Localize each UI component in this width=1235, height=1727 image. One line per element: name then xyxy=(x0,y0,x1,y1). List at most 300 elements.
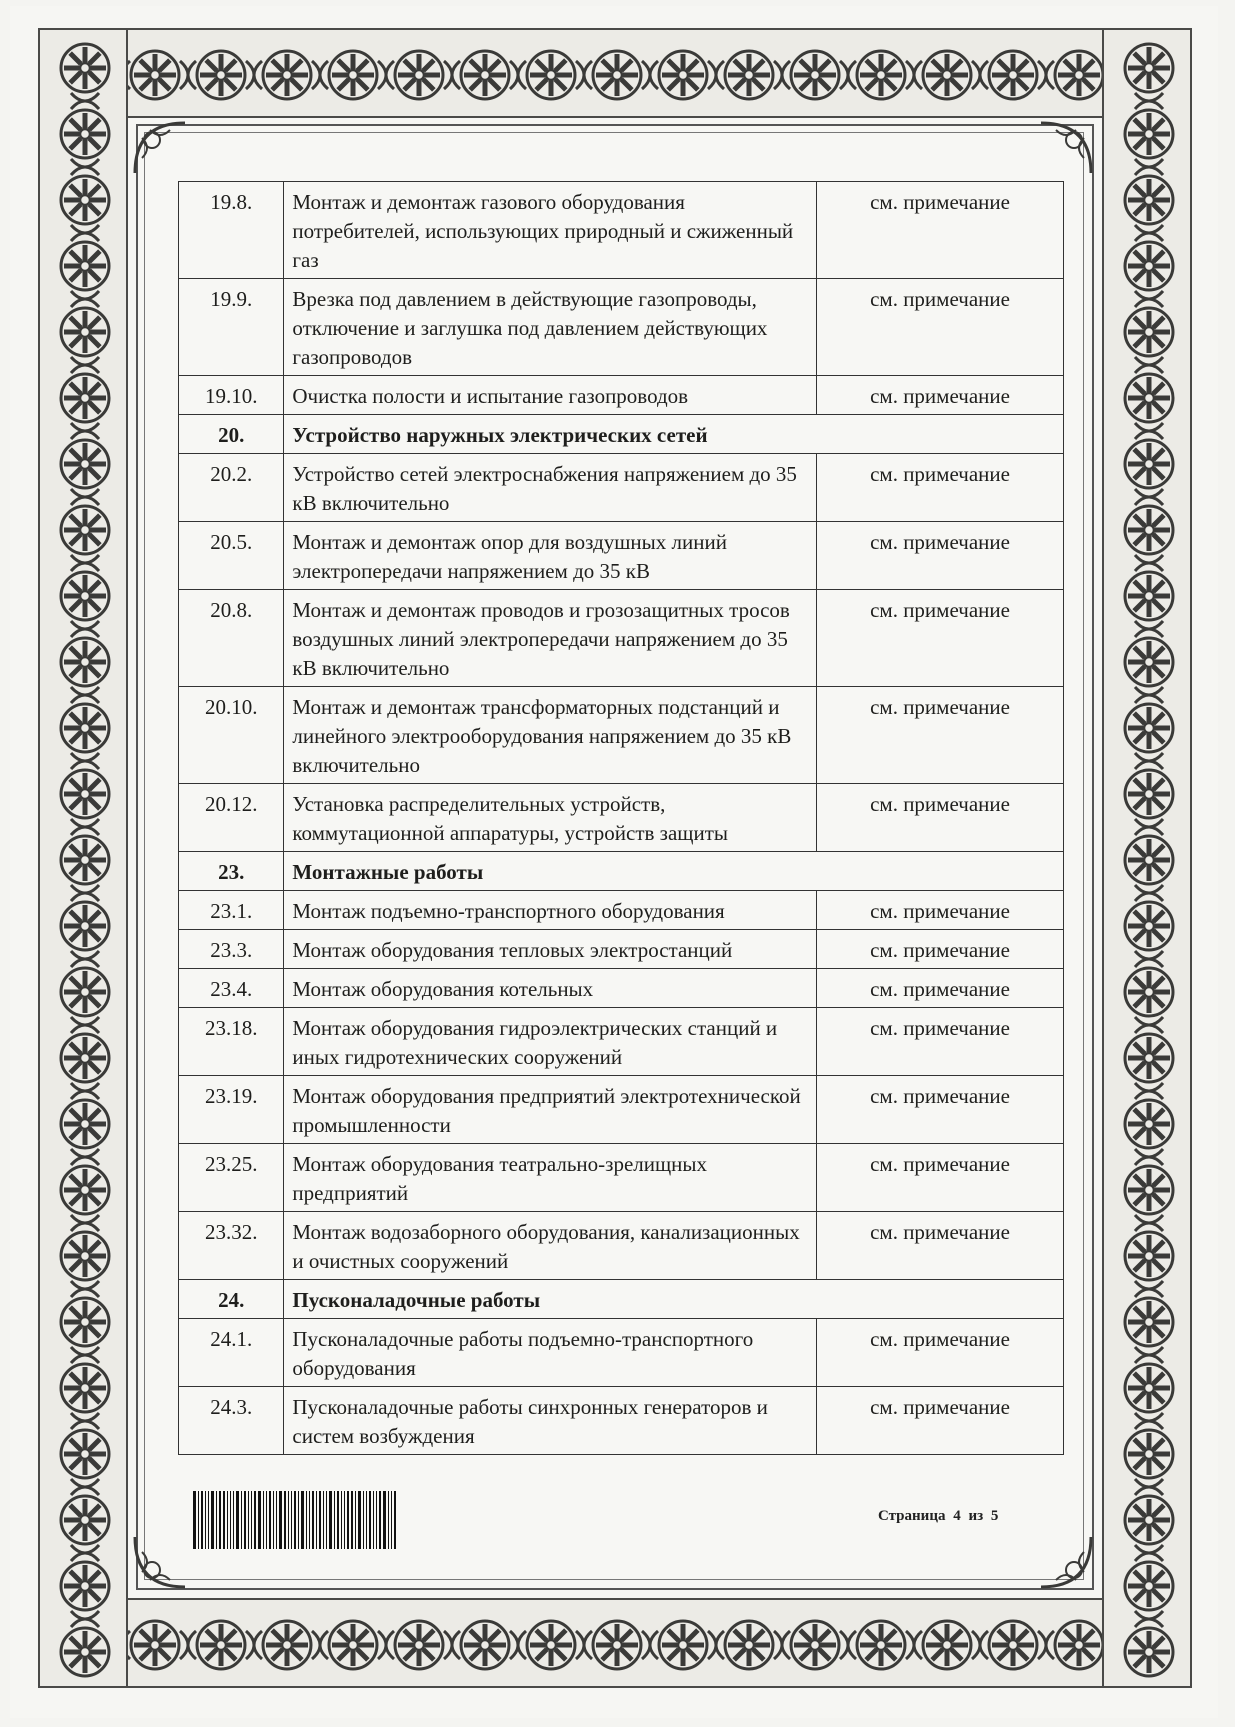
barcode-bar xyxy=(351,1491,353,1549)
barcode-bar xyxy=(319,1491,321,1549)
scroll-ornament-icon xyxy=(378,1631,394,1659)
scroll-ornament-icon xyxy=(1135,1215,1163,1231)
row-name: Установка распределительных устройств, коммутационной аппаратуры, устройств защиты xyxy=(284,784,817,852)
scroll-ornament-icon xyxy=(510,1631,526,1659)
row-name: Монтаж и демонтаж опор для воздушных линий электропередачи напряжением до 35 кВ xyxy=(284,522,817,590)
barcode-bar xyxy=(219,1491,221,1549)
scroll-ornament-icon xyxy=(774,1631,790,1659)
barcode-bar xyxy=(309,1491,310,1549)
barcode-bar xyxy=(263,1491,264,1549)
scroll-ornament-icon xyxy=(71,159,99,175)
rosette-icon xyxy=(527,1621,575,1669)
corner-ornament-icon xyxy=(1036,118,1096,178)
row-note: см. примечание xyxy=(817,454,1064,522)
scroll-ornament-icon xyxy=(576,1631,592,1659)
barcode-bar xyxy=(288,1491,289,1549)
row-number: 23.25. xyxy=(179,1144,284,1212)
ornamental-border-right xyxy=(1102,28,1192,1688)
scroll-ornament-icon xyxy=(246,1631,262,1659)
rosette-icon xyxy=(461,51,509,99)
table-row xyxy=(179,590,1064,687)
barcode-bar xyxy=(248,1491,249,1549)
table-row xyxy=(179,1319,1064,1387)
rosette-icon xyxy=(61,1628,109,1676)
barcode-bar xyxy=(233,1491,234,1549)
scroll-ornament-icon xyxy=(1135,753,1163,769)
row-note: см. примечание xyxy=(817,930,1064,969)
rosette-icon xyxy=(61,440,109,488)
scroll-ornament-icon xyxy=(774,61,790,89)
barcode-bar xyxy=(276,1491,277,1549)
scroll-ornament-icon xyxy=(71,819,99,835)
scroll-ornament-icon xyxy=(1135,1083,1163,1099)
rosette-icon xyxy=(1125,1298,1173,1346)
scroll-ornament-icon xyxy=(71,1347,99,1363)
rosette-icon xyxy=(1055,51,1103,99)
rosette-icon xyxy=(1125,242,1173,290)
row-note: см. примечание xyxy=(817,1387,1064,1455)
corner-ornament-icon xyxy=(1036,1532,1096,1592)
rosette-icon xyxy=(1125,770,1173,818)
scroll-ornament-icon xyxy=(71,1215,99,1231)
scroll-ornament-icon xyxy=(71,225,99,241)
row-note: см. примечание xyxy=(817,891,1064,930)
barcode-bar xyxy=(258,1491,261,1549)
barcode-bar xyxy=(344,1491,345,1549)
scroll-ornament-icon xyxy=(444,61,460,89)
row-name: Монтажные работы xyxy=(284,852,1064,891)
rosette-icon xyxy=(197,1621,245,1669)
table-row xyxy=(179,891,1064,930)
barcode-bar xyxy=(329,1491,332,1549)
scroll-ornament-icon xyxy=(71,1281,99,1297)
row-number: 23.4. xyxy=(179,969,284,1008)
scroll-ornament-icon xyxy=(1135,1281,1163,1297)
rosette-icon xyxy=(1125,176,1173,224)
rosette-icon xyxy=(1125,110,1173,158)
scroll-ornament-icon xyxy=(906,1631,922,1659)
rosette-icon xyxy=(61,176,109,224)
scroll-ornament-icon xyxy=(1135,357,1163,373)
barcode-bar xyxy=(198,1491,199,1549)
barcode-bar xyxy=(298,1491,299,1549)
row-number: 23. xyxy=(179,852,284,891)
scroll-ornament-icon xyxy=(71,1479,99,1495)
scroll-ornament-icon xyxy=(1135,489,1163,505)
row-number: 23.32. xyxy=(179,1212,284,1280)
barcode-bar xyxy=(230,1491,231,1549)
rosette-icon xyxy=(61,1298,109,1346)
scroll-ornament-icon xyxy=(840,61,856,89)
barcode-bar xyxy=(355,1491,356,1549)
row-note: см. примечание xyxy=(817,1319,1064,1387)
rosette-icon xyxy=(527,51,575,99)
row-name: Монтаж оборудования театрально-зрелищных предприятий xyxy=(284,1144,817,1212)
row-number: 23.1. xyxy=(179,891,284,930)
barcode-bar xyxy=(388,1491,389,1549)
scroll-ornament-icon xyxy=(1135,1413,1163,1429)
row-number: 19.9. xyxy=(179,279,284,376)
row-name: Монтаж подъемно-транспортного оборудования xyxy=(284,891,817,930)
scroll-ornament-icon xyxy=(840,1631,856,1659)
scroll-ornament-icon xyxy=(642,61,658,89)
row-name: Монтаж водозаборного оборудования, канализационных и очистных сооружений xyxy=(284,1212,817,1280)
page-counter xyxy=(878,1508,1002,1525)
rosette-icon xyxy=(659,51,707,99)
barcode-bar xyxy=(205,1491,206,1549)
rosette-icon xyxy=(61,1430,109,1478)
rosette-icon xyxy=(659,1621,707,1669)
barcode-bar xyxy=(376,1491,377,1549)
row-number: 20.12. xyxy=(179,784,284,852)
rosette-icon xyxy=(61,1100,109,1148)
rosette-icon xyxy=(1125,572,1173,620)
rosette-icon xyxy=(61,638,109,686)
scroll-ornament-icon xyxy=(708,61,724,89)
rosette-icon xyxy=(61,1034,109,1082)
row-name: Устройство наружных электрических сетей xyxy=(284,415,1064,454)
rosette-icon xyxy=(1125,1100,1173,1148)
row-number: 23.18. xyxy=(179,1008,284,1076)
barcode-bar xyxy=(379,1491,381,1549)
barcode-bar xyxy=(273,1491,274,1549)
barcode-bar xyxy=(294,1491,296,1549)
scroll-ornament-icon xyxy=(1135,951,1163,967)
barcode-bar xyxy=(227,1491,228,1549)
row-number: 23.3. xyxy=(179,930,284,969)
row-number: 20.10. xyxy=(179,687,284,784)
table-row xyxy=(179,969,1064,1008)
rosette-icon xyxy=(1125,1628,1173,1676)
rosette-icon xyxy=(61,110,109,158)
row-note: см. примечание xyxy=(817,522,1064,590)
rosette-icon xyxy=(1125,836,1173,884)
rosette-icon xyxy=(1125,1034,1173,1082)
rosette-icon xyxy=(857,1621,905,1669)
scroll-ornament-icon xyxy=(246,61,262,89)
barcode-bar xyxy=(369,1491,371,1549)
barcode-bar xyxy=(254,1491,256,1549)
ornamental-border-bottom xyxy=(38,1598,1192,1688)
rosette-icon xyxy=(329,51,377,99)
barcode-bar xyxy=(284,1491,286,1549)
scroll-ornament-icon xyxy=(71,753,99,769)
table-row xyxy=(179,1144,1064,1212)
rosette-icon xyxy=(1125,968,1173,1016)
scroll-ornament-icon xyxy=(510,61,526,89)
rosette-icon xyxy=(725,51,773,99)
row-number: 24.3. xyxy=(179,1387,284,1455)
row-number: 20.8. xyxy=(179,590,284,687)
barcode-bar xyxy=(223,1491,225,1549)
table-row xyxy=(179,376,1064,415)
table-row xyxy=(179,454,1064,522)
barcode-bar xyxy=(341,1491,342,1549)
scroll-ornament-icon xyxy=(1135,423,1163,439)
rosette-icon xyxy=(989,51,1037,99)
scroll-ornament-icon xyxy=(708,1631,724,1659)
rosette-icon xyxy=(61,902,109,950)
table-row xyxy=(179,1387,1064,1455)
rosette-icon xyxy=(61,1496,109,1544)
rosette-icon xyxy=(1125,1166,1173,1214)
row-note: см. примечание xyxy=(817,1008,1064,1076)
scroll-ornament-icon xyxy=(1135,687,1163,703)
page-of: из xyxy=(968,1508,984,1524)
scroll-ornament-icon xyxy=(71,1017,99,1033)
rosette-icon xyxy=(61,44,109,92)
scroll-ornament-icon xyxy=(71,93,99,109)
rosette-icon xyxy=(593,51,641,99)
barcode-bar xyxy=(334,1491,335,1549)
rosette-icon xyxy=(395,1621,443,1669)
row-name: Пусконаладочные работы синхронных генераторов и систем возбуждения xyxy=(284,1387,817,1455)
barcode xyxy=(193,1491,433,1549)
scroll-ornament-icon xyxy=(1135,1479,1163,1495)
scroll-ornament-icon xyxy=(71,291,99,307)
page-current: 4 xyxy=(953,1508,961,1524)
rosette-icon xyxy=(461,1621,509,1669)
scroll-ornament-icon xyxy=(71,621,99,637)
barcode-bar xyxy=(266,1491,267,1549)
barcode-bar xyxy=(279,1491,282,1549)
scroll-ornament-icon xyxy=(71,885,99,901)
row-name: Монтаж и демонтаж газового оборудования потребителей, использующих природный и сжиженный газ xyxy=(284,182,817,279)
scroll-ornament-icon xyxy=(378,61,394,89)
barcode-bar xyxy=(301,1491,304,1549)
table-row xyxy=(179,182,1064,279)
scroll-ornament-icon xyxy=(1135,225,1163,241)
rosette-icon xyxy=(61,1166,109,1214)
rosette-icon xyxy=(989,1621,1037,1669)
rosette-icon xyxy=(61,836,109,884)
rosette-icon xyxy=(923,51,971,99)
barcode-bar xyxy=(241,1491,242,1549)
scroll-ornament-icon xyxy=(1135,555,1163,571)
barcode-bar xyxy=(208,1491,209,1549)
barcode-bar xyxy=(358,1491,361,1549)
rosette-icon xyxy=(61,1232,109,1280)
row-note: см. примечание xyxy=(817,590,1064,687)
row-name: Пусконаладочные работы xyxy=(284,1280,1064,1319)
rosette-icon xyxy=(1125,308,1173,356)
rosette-icon xyxy=(1125,638,1173,686)
scroll-ornament-icon xyxy=(71,1149,99,1165)
rosette-icon xyxy=(1125,374,1173,422)
row-note: см. примечание xyxy=(817,1144,1064,1212)
rosette-icon xyxy=(593,1621,641,1669)
row-number: 24. xyxy=(179,1280,284,1319)
barcode-bar xyxy=(394,1491,396,1549)
scroll-ornament-icon xyxy=(71,1083,99,1099)
scroll-ornament-icon xyxy=(71,1611,99,1627)
barcode-bar xyxy=(251,1491,252,1549)
scroll-ornament-icon xyxy=(312,61,328,89)
rosette-icon xyxy=(1125,1496,1173,1544)
scroll-ornament-icon xyxy=(71,1413,99,1429)
rosette-icon xyxy=(61,1364,109,1412)
rosette-icon xyxy=(61,770,109,818)
scroll-ornament-icon xyxy=(1135,1545,1163,1561)
scroll-ornament-icon xyxy=(1135,93,1163,109)
barcode-bar xyxy=(269,1491,271,1549)
corner-ornament-icon xyxy=(130,118,190,178)
rosette-icon xyxy=(61,308,109,356)
row-note: см. примечание xyxy=(817,784,1064,852)
scroll-ornament-icon xyxy=(1135,621,1163,637)
rosette-icon xyxy=(61,968,109,1016)
rosette-icon xyxy=(61,1562,109,1610)
row-name: Врезка под давлением в действующие газопроводы, отключение и заглушка под давлением действующих газопроводов xyxy=(284,279,817,376)
rosette-icon xyxy=(131,51,179,99)
scroll-ornament-icon xyxy=(642,1631,658,1659)
barcode-bar xyxy=(216,1491,217,1549)
scroll-ornament-icon xyxy=(972,61,988,89)
row-name: Устройство сетей электроснабжения напряжением до 35 кВ включительно xyxy=(284,454,817,522)
row-number: 20. xyxy=(179,415,284,454)
row-note: см. примечание xyxy=(817,687,1064,784)
barcode-bar xyxy=(366,1491,367,1549)
row-name: Монтаж оборудования гидроэлектрических станций и иных гидротехнических сооружений xyxy=(284,1008,817,1076)
page-total: 5 xyxy=(990,1508,999,1524)
scroll-ornament-icon xyxy=(180,1631,196,1659)
row-number: 23.19. xyxy=(179,1076,284,1144)
rosette-icon xyxy=(1125,506,1173,554)
barcode-bar xyxy=(193,1491,196,1549)
rosette-icon xyxy=(61,374,109,422)
row-number: 19.8. xyxy=(179,182,284,279)
row-note: см. примечание xyxy=(817,376,1064,415)
barcode-bar xyxy=(391,1491,392,1549)
row-note: см. примечание xyxy=(817,969,1064,1008)
rosette-icon xyxy=(61,506,109,554)
rosette-icon xyxy=(61,572,109,620)
scroll-ornament-icon xyxy=(1038,61,1054,89)
table-row xyxy=(179,1008,1064,1076)
scroll-ornament-icon xyxy=(1135,1017,1163,1033)
barcode-bar xyxy=(306,1491,307,1549)
scroll-ornament-icon xyxy=(1135,885,1163,901)
scroll-ornament-icon xyxy=(1135,1347,1163,1363)
barcode-bar xyxy=(291,1491,292,1549)
scroll-ornament-icon xyxy=(71,423,99,439)
table-row xyxy=(179,1076,1064,1144)
barcode-bar xyxy=(373,1491,374,1549)
rosette-icon xyxy=(1125,440,1173,488)
scroll-ornament-icon xyxy=(71,555,99,571)
rosette-icon xyxy=(791,51,839,99)
scroll-ornament-icon xyxy=(444,1631,460,1659)
rosette-icon xyxy=(197,51,245,99)
barcode-bar xyxy=(383,1491,386,1549)
ornamental-border-top xyxy=(38,28,1192,118)
scroll-ornament-icon xyxy=(71,1545,99,1561)
barcode-bar xyxy=(323,1491,324,1549)
row-number: 20.5. xyxy=(179,522,284,590)
row-number: 20.2. xyxy=(179,454,284,522)
barcode-bar xyxy=(316,1491,317,1549)
section-row xyxy=(179,1280,1064,1319)
table-row xyxy=(179,522,1064,590)
rosette-icon xyxy=(1125,1364,1173,1412)
rosette-icon xyxy=(61,242,109,290)
row-note: см. примечание xyxy=(817,1076,1064,1144)
rosette-icon xyxy=(725,1621,773,1669)
rosette-icon xyxy=(923,1621,971,1669)
ornamental-border-left xyxy=(38,28,128,1688)
scroll-ornament-icon xyxy=(1135,1611,1163,1627)
row-name: Монтаж и демонтаж проводов и грозозащитных тросов воздушных линий электропередачи напряжением до 35 кВ включительно xyxy=(284,590,817,687)
row-number: 24.1. xyxy=(179,1319,284,1387)
scroll-ornament-icon xyxy=(71,687,99,703)
table-row xyxy=(179,784,1064,852)
rosette-icon xyxy=(1125,44,1173,92)
corner-ornament-icon xyxy=(130,1532,190,1592)
scroll-ornament-icon xyxy=(576,61,592,89)
scroll-ornament-icon xyxy=(1135,159,1163,175)
row-name: Монтаж оборудования предприятий электротехнической промышленности xyxy=(284,1076,817,1144)
scroll-ornament-icon xyxy=(71,489,99,505)
rosette-icon xyxy=(791,1621,839,1669)
barcode-bar xyxy=(363,1491,364,1549)
scroll-ornament-icon xyxy=(1135,819,1163,835)
rosette-icon xyxy=(1125,1562,1173,1610)
table-row xyxy=(179,687,1064,784)
barcode-bar xyxy=(347,1491,349,1549)
scroll-ornament-icon xyxy=(180,61,196,89)
row-name: Пусконаладочные работы подъемно-транспортного оборудования xyxy=(284,1319,817,1387)
section-row xyxy=(179,852,1064,891)
rosette-icon xyxy=(131,1621,179,1669)
scroll-ornament-icon xyxy=(972,1631,988,1659)
barcode-bar xyxy=(211,1491,214,1549)
row-number: 19.10. xyxy=(179,376,284,415)
table-row xyxy=(179,1212,1064,1280)
row-name: Очистка полости и испытание газопроводов xyxy=(284,376,817,415)
barcode-bar xyxy=(244,1491,246,1549)
rosette-icon xyxy=(1055,1621,1103,1669)
scroll-ornament-icon xyxy=(71,951,99,967)
scroll-ornament-icon xyxy=(312,1631,328,1659)
rosette-icon xyxy=(857,51,905,99)
work-types-table xyxy=(178,181,1064,1455)
rosette-icon xyxy=(1125,704,1173,752)
page-label: Страница xyxy=(878,1508,946,1524)
rosette-icon xyxy=(1125,1232,1173,1280)
scroll-ornament-icon xyxy=(1135,1149,1163,1165)
section-row xyxy=(179,415,1064,454)
scroll-ornament-icon xyxy=(1135,291,1163,307)
row-note: см. примечание xyxy=(817,182,1064,279)
barcode-bar xyxy=(337,1491,339,1549)
row-name: Монтаж оборудования тепловых электростанций xyxy=(284,930,817,969)
rosette-icon xyxy=(61,704,109,752)
rosette-icon xyxy=(263,1621,311,1669)
barcode-bar xyxy=(201,1491,203,1549)
row-note: см. примечание xyxy=(817,1212,1064,1280)
rosette-icon xyxy=(1125,902,1173,950)
rosette-icon xyxy=(329,1621,377,1669)
scroll-ornament-icon xyxy=(71,357,99,373)
rosette-icon xyxy=(1125,1430,1173,1478)
scroll-ornament-icon xyxy=(1038,1631,1054,1659)
barcode-bar xyxy=(312,1491,314,1549)
row-name: Монтаж и демонтаж трансформаторных подстанций и линейного электрооборудования напряжением до 35 кВ включительно xyxy=(284,687,817,784)
rosette-icon xyxy=(395,51,443,99)
table-row xyxy=(179,930,1064,969)
barcode-bar xyxy=(326,1491,327,1549)
scroll-ornament-icon xyxy=(906,61,922,89)
